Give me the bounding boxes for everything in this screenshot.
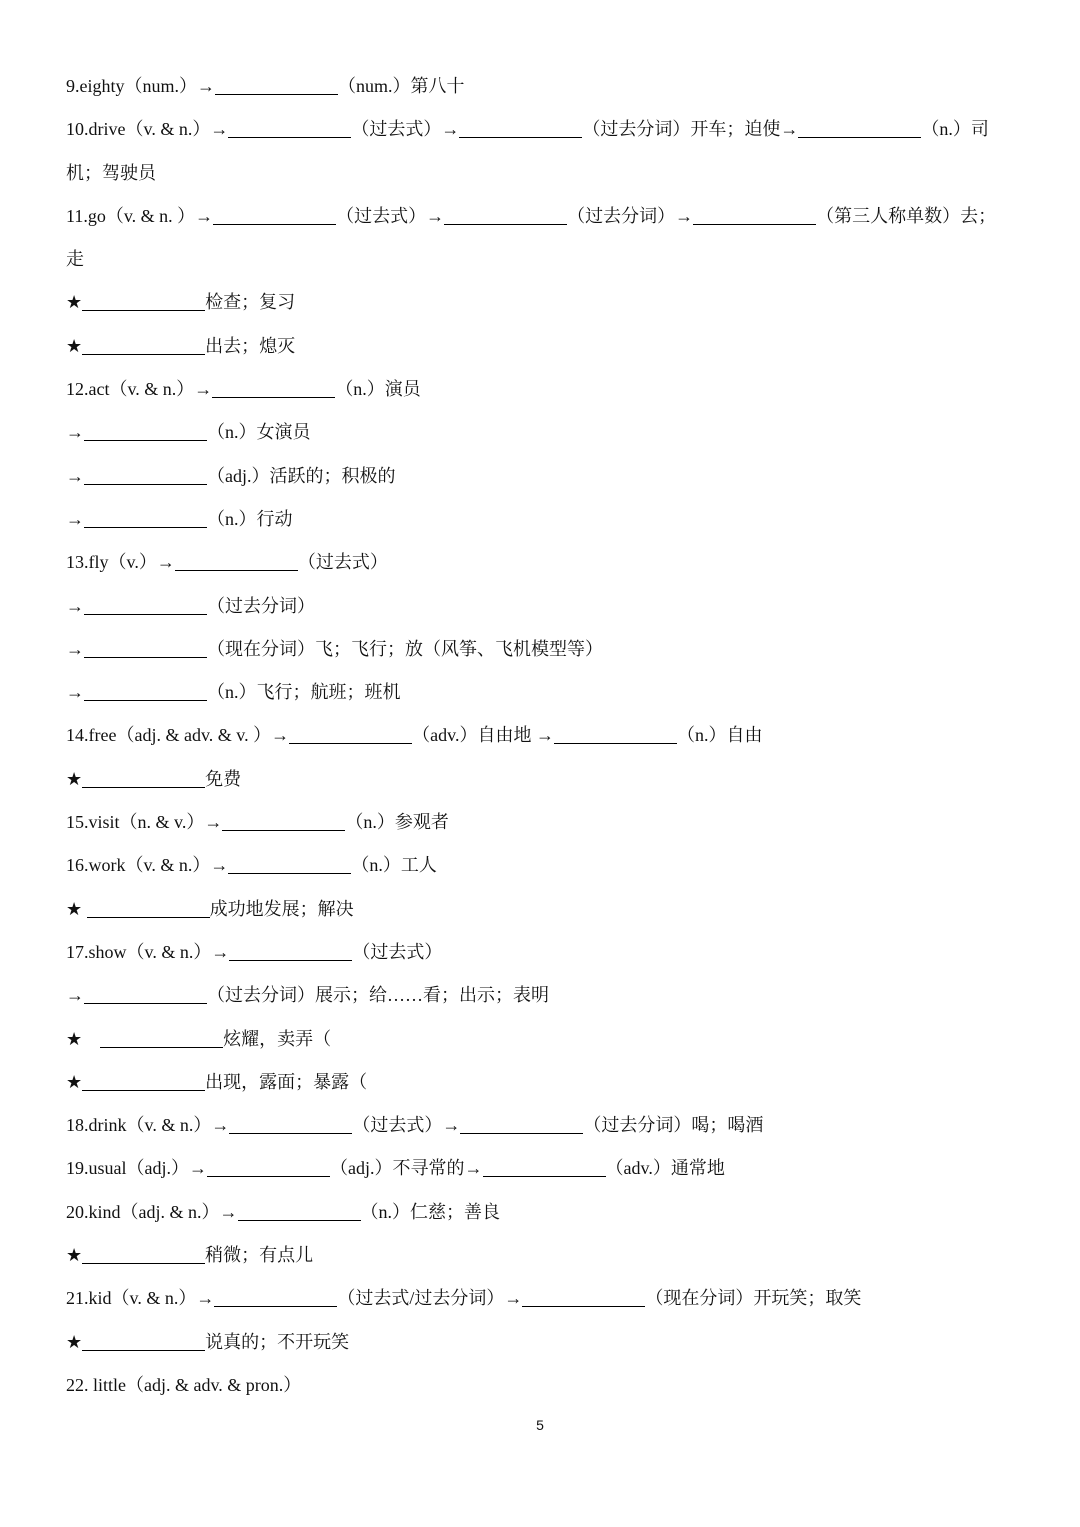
line-text: 10.drive（v. & n.）→ (66, 119, 229, 140)
worksheet-line (66, 974, 1046, 1017)
line-text: （adj.）活跃的；积极的 (207, 465, 396, 486)
worksheet-line (66, 671, 1046, 714)
worksheet-line (66, 801, 1046, 844)
worksheet-line (66, 1191, 1046, 1234)
line-text: 11.go（v. & n. ）→ (66, 205, 214, 226)
line-text: （n.）自由 (676, 725, 763, 746)
worksheet-line (66, 368, 1046, 411)
answer-blank (84, 600, 207, 615)
line-text: 18.drink（v. & n.）→ (66, 1115, 230, 1136)
worksheet-line (66, 65, 1046, 108)
answer-blank (87, 903, 210, 918)
answer-blank (212, 383, 335, 398)
star-marker: ★ (66, 768, 83, 789)
line-text: （n.）飞行；航班；班机 (207, 682, 401, 703)
star-marker: ★ (66, 898, 87, 919)
page-number: 5 (536, 1417, 544, 1433)
line-text: 机；驾驶员 (66, 162, 156, 183)
worksheet-line (66, 1234, 1046, 1277)
line-text: （n.）仁慈；善良 (360, 1201, 500, 1222)
answer-blank (554, 729, 677, 744)
line-text: （过去式）→ (336, 205, 445, 226)
line-text: 16.work（v. & n.）→ (66, 855, 229, 876)
answer-blank (82, 1336, 205, 1351)
answer-blank (229, 946, 352, 961)
line-text: （现在分词）开玩笑；取笑 (645, 1288, 862, 1309)
line-text: （n.）司 (921, 119, 989, 140)
star-marker: ★ (66, 1245, 83, 1266)
line-text: 21.kid（v. & n.）→ (66, 1288, 215, 1309)
worksheet-line (66, 152, 1046, 195)
line-text: （过去式）→ (352, 1115, 461, 1136)
answer-blank (798, 123, 921, 138)
line-text: （过去分词）展示；给……看；出示；表明 (207, 985, 549, 1006)
worksheet-line (66, 628, 1046, 671)
answer-blank (82, 773, 205, 788)
line-text: （过去式） (352, 941, 443, 962)
line-text: 炫耀，卖弄（ (223, 1028, 332, 1049)
line-text: （n.）行动 (207, 508, 293, 529)
line-text: → (66, 985, 84, 1006)
star-marker: ★ (66, 1071, 83, 1092)
line-text: （n.）工人 (351, 855, 437, 876)
worksheet-line (66, 585, 1046, 628)
line-text: 成功地发展；解决 (209, 898, 354, 919)
worksheet-line (66, 888, 1046, 931)
worksheet-line (66, 1104, 1046, 1147)
line-text: 13.fly（v.）→ (66, 552, 175, 573)
worksheet-line (66, 1061, 1046, 1104)
answer-blank (483, 1162, 606, 1177)
line-text: （过去分词）喝；喝酒 (583, 1115, 764, 1136)
answer-blank (238, 1206, 361, 1221)
line-text: 15.visit（n. & v.）→ (66, 812, 223, 833)
worksheet-line (66, 411, 1046, 454)
star-marker: ★ (66, 335, 83, 356)
line-text: 免费 (205, 768, 242, 789)
answer-blank (444, 210, 567, 225)
star-marker: ★ (66, 292, 83, 313)
line-text: → (66, 595, 84, 616)
worksheet-line (66, 541, 1046, 584)
worksheet-line (66, 1277, 1046, 1320)
line-text: （第三人称单数）去； (816, 205, 997, 226)
worksheet-line (66, 108, 1046, 151)
answer-blank (82, 296, 205, 311)
line-text: 9.eighty（num.）→ (66, 76, 215, 96)
answer-blank (229, 1119, 352, 1134)
line-text: （过去式/过去分词）→ (337, 1288, 523, 1309)
answer-blank (289, 729, 412, 744)
star-marker: ★ (66, 1028, 101, 1049)
line-text: 12.act（v. & n.）→ (66, 379, 213, 400)
answer-blank (84, 643, 207, 658)
line-text: 说真的；不开玩笑 (205, 1331, 350, 1352)
answer-blank (693, 210, 816, 225)
answer-blank (228, 123, 351, 138)
line-text: → (66, 682, 84, 703)
answer-blank (222, 816, 345, 831)
answer-blank (213, 210, 336, 225)
answer-blank (175, 556, 298, 571)
line-text: （adv.）通常地 (605, 1158, 725, 1179)
worksheet-line (66, 1321, 1046, 1364)
line-text: → (66, 465, 84, 486)
worksheet-line (66, 281, 1046, 324)
worksheet-body (66, 65, 1046, 1407)
line-text: （现在分词）飞；飞行；放（风筝、飞机模型等） (207, 638, 603, 659)
answer-blank (522, 1292, 645, 1307)
worksheet-line (66, 1018, 1046, 1061)
answer-blank (207, 1162, 330, 1177)
line-text: （过去分词） (207, 595, 315, 616)
answer-blank (460, 1119, 583, 1134)
line-text: （n.）参观者 (345, 812, 449, 833)
answer-blank (215, 80, 338, 95)
answer-blank (82, 340, 205, 355)
line-text: 14.free（adj. & adv. & v. ）→ (66, 725, 290, 746)
worksheet-line (66, 498, 1046, 541)
line-text: （num.）第八十 (338, 76, 465, 96)
answer-blank (459, 123, 582, 138)
worksheet-line (66, 931, 1046, 974)
line-text: 19.usual（adj.）→ (66, 1158, 207, 1179)
answer-blank (84, 686, 207, 701)
line-text: （过去式） (297, 552, 388, 573)
worksheet-line (66, 714, 1046, 757)
answer-blank (84, 989, 207, 1004)
line-text: 20.kind（adj. & n.）→ (66, 1201, 238, 1222)
answer-blank (82, 1076, 205, 1091)
line-text: 检查；复习 (205, 292, 296, 313)
line-text: （n.）女演员 (207, 422, 311, 443)
line-text: 22. little（adj. & adv. & pron.） (66, 1374, 302, 1395)
line-text: 出去；熄灭 (205, 335, 296, 356)
worksheet-line (66, 195, 1046, 238)
line-text: （过去式）→ (351, 119, 460, 140)
line-text: （adj.）不寻常的→ (330, 1158, 483, 1179)
line-text: （过去分词）开车；迫使→ (582, 119, 799, 140)
line-text: 稍微；有点儿 (205, 1245, 314, 1266)
line-text: 走 (66, 249, 84, 270)
line-text: （n.）演员 (335, 379, 421, 400)
answer-blank (84, 470, 207, 485)
worksheet-line (66, 1147, 1046, 1190)
worksheet-line (66, 325, 1046, 368)
line-text: → (66, 638, 84, 659)
line-text: （adv.）自由地 → (412, 725, 554, 746)
line-text: 出现，露面；暴露（ (205, 1071, 368, 1092)
line-text: → (66, 422, 84, 443)
worksheet-line (66, 844, 1046, 887)
worksheet-line (66, 758, 1046, 801)
worksheet-line (66, 1364, 1046, 1407)
line-text: 17.show（v. & n.）→ (66, 941, 230, 962)
answer-blank (214, 1292, 337, 1307)
answer-blank (84, 426, 207, 441)
star-marker: ★ (66, 1331, 83, 1352)
worksheet-line (66, 238, 1046, 281)
answer-blank (84, 513, 207, 528)
answer-blank (228, 859, 351, 874)
worksheet-line (66, 455, 1046, 498)
line-text: → (66, 508, 84, 529)
answer-blank (100, 1033, 223, 1048)
answer-blank (82, 1249, 205, 1264)
line-text: （过去分词）→ (567, 205, 694, 226)
